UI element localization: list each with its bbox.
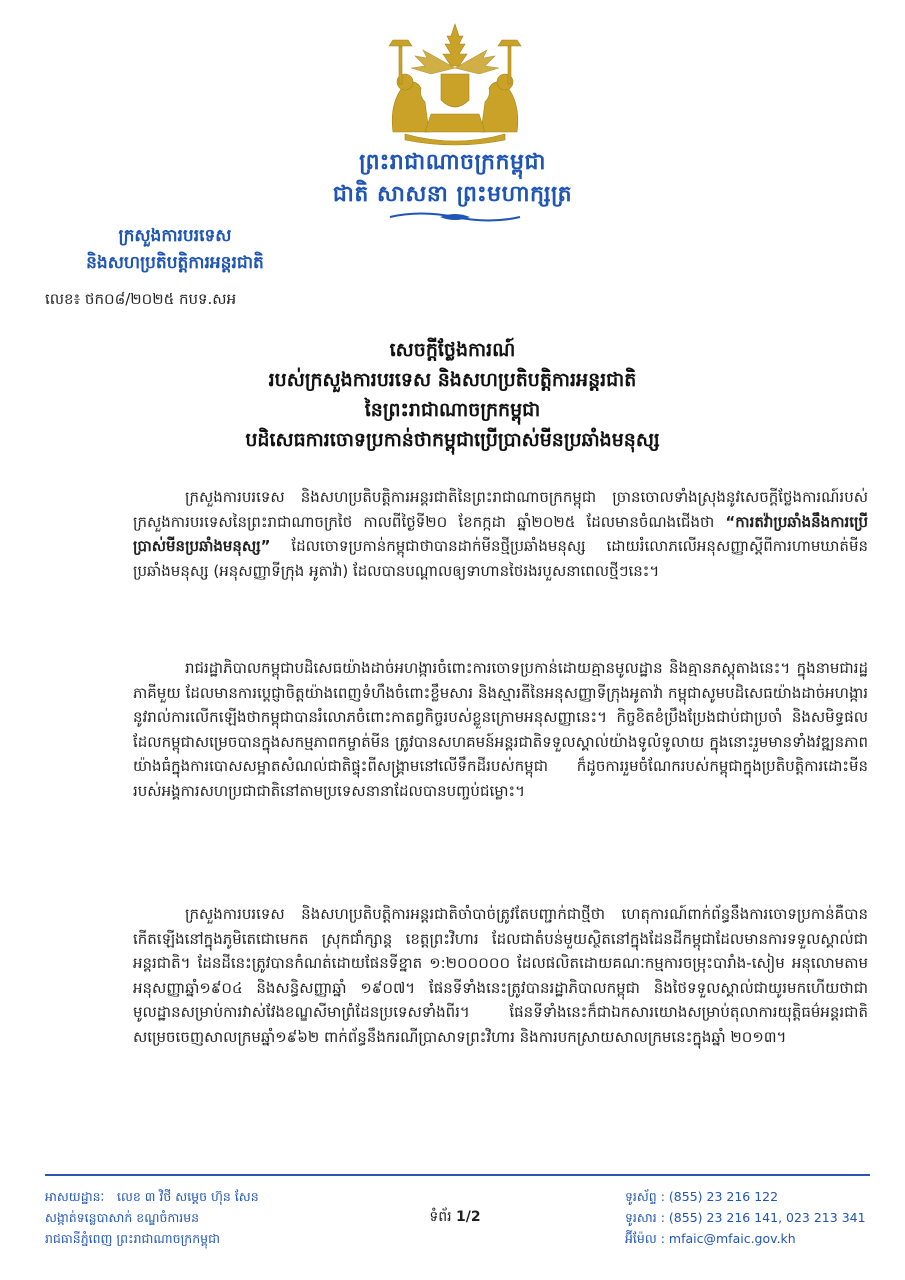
- fax-label: ទូរសារ :: [625, 1210, 665, 1225]
- fax-number: (855) 23 216 141, 023 213 341: [668, 1210, 866, 1225]
- ministry-name-line1: ក្រសួងការបរទេស: [118, 226, 232, 246]
- statement-title-line2: របស់ក្រសួងការបរទេស និងសហប្រតិបត្តិការអន្តរជាតិ: [268, 369, 637, 391]
- paragraph-1-text-pre: ក្រសួងការបរទេស និងសហប្រតិបត្តិការអន្តរជាតិនៃព្រះរាជាណាចក្រកម្ពុជា ច្រានចោលទាំងស្រុងនូវសេចក្តីថ្លែងការណ៍របស់ក្រសួងការបរទេសនៃព្រះរាជាណាចក្រថៃ កាលពីថ្ងៃទី២០ ខែកក្កដា ឆ្នាំ២០២៥ ដែលមានចំណងជើងថា: [133, 488, 868, 531]
- paragraph-1-text-post: ដែលចោទប្រកាន់កម្ពុជាថាបានដាក់មីនថ្មីប្រឆាំងមនុស្ស ដោយរំលោភលើអនុសញ្ញាស្តីពីការហាមឃាត់មីនប្រឆាំងមនុស្ស (អនុសញ្ញាទីក្រុង អូតាវ៉ា) ដែលបានបណ្តាលឲ្យទាហានថៃរងរបួសនាពេលថ្មីៗនេះ។: [133, 537, 868, 580]
- page-value: 1/2: [456, 1209, 481, 1225]
- email-address[interactable]: mfaic@mfaic.gov.kh: [668, 1231, 796, 1246]
- footer-divider: [45, 1174, 870, 1176]
- page-number: [395, 1207, 515, 1228]
- ministry-name-line2: និងសហប្រតិបត្តិការអន្តរជាតិ: [86, 253, 264, 273]
- statement-title-line3: នៃព្រះរាជាណាចក្រកម្ពុជា: [364, 399, 541, 421]
- paragraph-1-quoted-title: “ការតវ៉ាប្រឆាំងនឹងការប្រើប្រាស់មីនប្រឆាំងមនុស្ស”: [133, 512, 868, 555]
- statement-title: សេចក្តីថ្លែងការណ៍: [389, 339, 516, 361]
- address-line1: លេខ ៣ វិថី សម្តេច ហ៊ុន សែន: [117, 1189, 259, 1204]
- statement-title-line4: បដិសេធការចោទប្រកាន់ថាកម្ពុជាប្រើប្រាស់មីនប្រឆាំងមនុស្ស: [245, 429, 660, 451]
- footer-contacts: [625, 1186, 885, 1249]
- address-line2: សង្កាត់ទន្លេបាសាក់ ខណ្ឌចំការមន: [45, 1210, 200, 1225]
- phone-number: (855) 23 216 122: [668, 1189, 779, 1204]
- national-motto: ជាតិ សាសនា ព្រះមហាក្សត្រ: [332, 182, 573, 207]
- address-label: អាសយដ្ឋានៈ: [45, 1189, 105, 1204]
- ornament-divider-icon: [380, 210, 530, 224]
- body-paragraph-1: [133, 485, 868, 583]
- address-line3: រាជធានីភ្នំពេញ ព្រះរាជាណាចក្រកម្ពុជា: [45, 1231, 220, 1246]
- page-label: ទំព័រ: [429, 1209, 452, 1225]
- reference-number: លេខ៖ ថក០៨/២០២៥ កបទ.សអ: [45, 290, 237, 308]
- body-paragraph-2: [133, 656, 868, 803]
- kingdom-name: ព្រះរាជាណាចក្រកម្ពុជា: [359, 150, 546, 175]
- footer-address: [45, 1186, 345, 1249]
- phone-label: ទូរស័ព្ទ :: [625, 1189, 665, 1204]
- royal-coat-of-arms-icon: [375, 22, 535, 147]
- body-paragraph-3: [133, 902, 868, 1049]
- email-label: អ៊ីម៉ែល :: [625, 1231, 665, 1246]
- paragraph-3-text: ក្រសួងការបរទេស និងសហប្រតិបត្តិការអន្តរជាតិចាំបាច់ត្រូវតែបញ្ជាក់ជាថ្មីថា ហេតុការណ៍ពាក់ព័ន្ធនឹងការចោទប្រកាន់គឺបានកើតឡើងនៅក្នុងភូមិតេជោមេកត ស្រុកជាំក្សាន្ត ខេត្តព្រះវិហារ ដែលជាតំបន់មួយស្ថិតនៅក្នុងដែនដីកម្ពុជាដែលមានការទទួលស្គាល់ជាអន្តរជាតិ។ ដែនដីនេះត្រូវបានកំណត់ដោយផែនទីខ្នាត ១:២០០០០០ ដែលផលិតដោយគណៈកម្មការចម្រុះបារាំង-សៀម អនុលោមតាមអនុសញ្ញាឆ្នាំ១៩០៤ និងសន្ធិសញ្ញាឆ្នាំ ១៩០៧។ ផែនទីទាំងនេះត្រូវបានរដ្ឋាភិបាលកម្ពុជា និងថៃទទួលស្គាល់ជាយូរមកហើយថាជាមូលដ្ឋានសម្រាប់ការវាស់វែងខណ្ឌសីមាព្រំដែនប្រទេសទាំងពីរ។ ផែនទីទាំងនេះក៏ជាឯកសារយោងសម្រាប់តុលាការយុត្តិធម៌អន្តរជាតិ សម្រេចចេញសាលក្រមឆ្នាំ១៩៦២ ពាក់ព័ន្ធនឹងករណីប្រាសាទព្រះវិហារ និងការបកស្រាយសាលក្រមនេះក្នុងឆ្នាំ ២០១៣។: [133, 905, 868, 1046]
- paragraph-2-text: រាជរដ្ឋាភិបាលកម្ពុជាបដិសេធយ៉ាងដាច់អហង្ការចំពោះការចោទប្រកាន់ដោយគ្មានមូលដ្ឋាន និងគ្មានភស្តុតាងនេះ។ ក្នុងនាមជារដ្ឋភាគីមួយ ដែលមានការប្តេជ្ញាចិត្តយ៉ាងពេញទំហឹងចំពោះខ្លឹមសារ និងស្មារតីនៃអនុសញ្ញាទីក្រុងអូតាវ៉ា កម្ពុជាសូមបដិសេធយ៉ាងដាច់អហង្ការនូវរាល់ការលើកឡើងថាកម្ពុជាបានរំលោភចំពោះកាតព្វកិច្ចរបស់ខ្លួនក្រោមអនុសញ្ញានេះ។ កិច្ចខិតខំប្រឹងប្រែងជាប់ជាប្រចាំ និងសមិទ្ធផលដែលកម្ពុជាសម្រេចបានក្នុងសកម្មភាពកម្ចាត់មីន ត្រូវបានសហគមន៍អន្តរជាតិទទួលស្គាល់យ៉ាងទូលំទូលាយ ក្នុងនោះរួមមានទាំងវឌ្ឍនភាពយ៉ាងធំក្នុងការបោសសម្អាតសំណល់ជាតិផ្ទុះពីសង្គ្រាមនៅលើទឹកដីរបស់កម្ពុជា ក៏ដូចការរួមចំណែករបស់កម្ពុជាក្នុងប្រតិបត្តិការដោះមីនរបស់អង្គការសហប្រជាជាតិនៅតាមប្រទេសនានាដែលបានបញ្ចប់ជម្លោះ។: [133, 659, 868, 800]
